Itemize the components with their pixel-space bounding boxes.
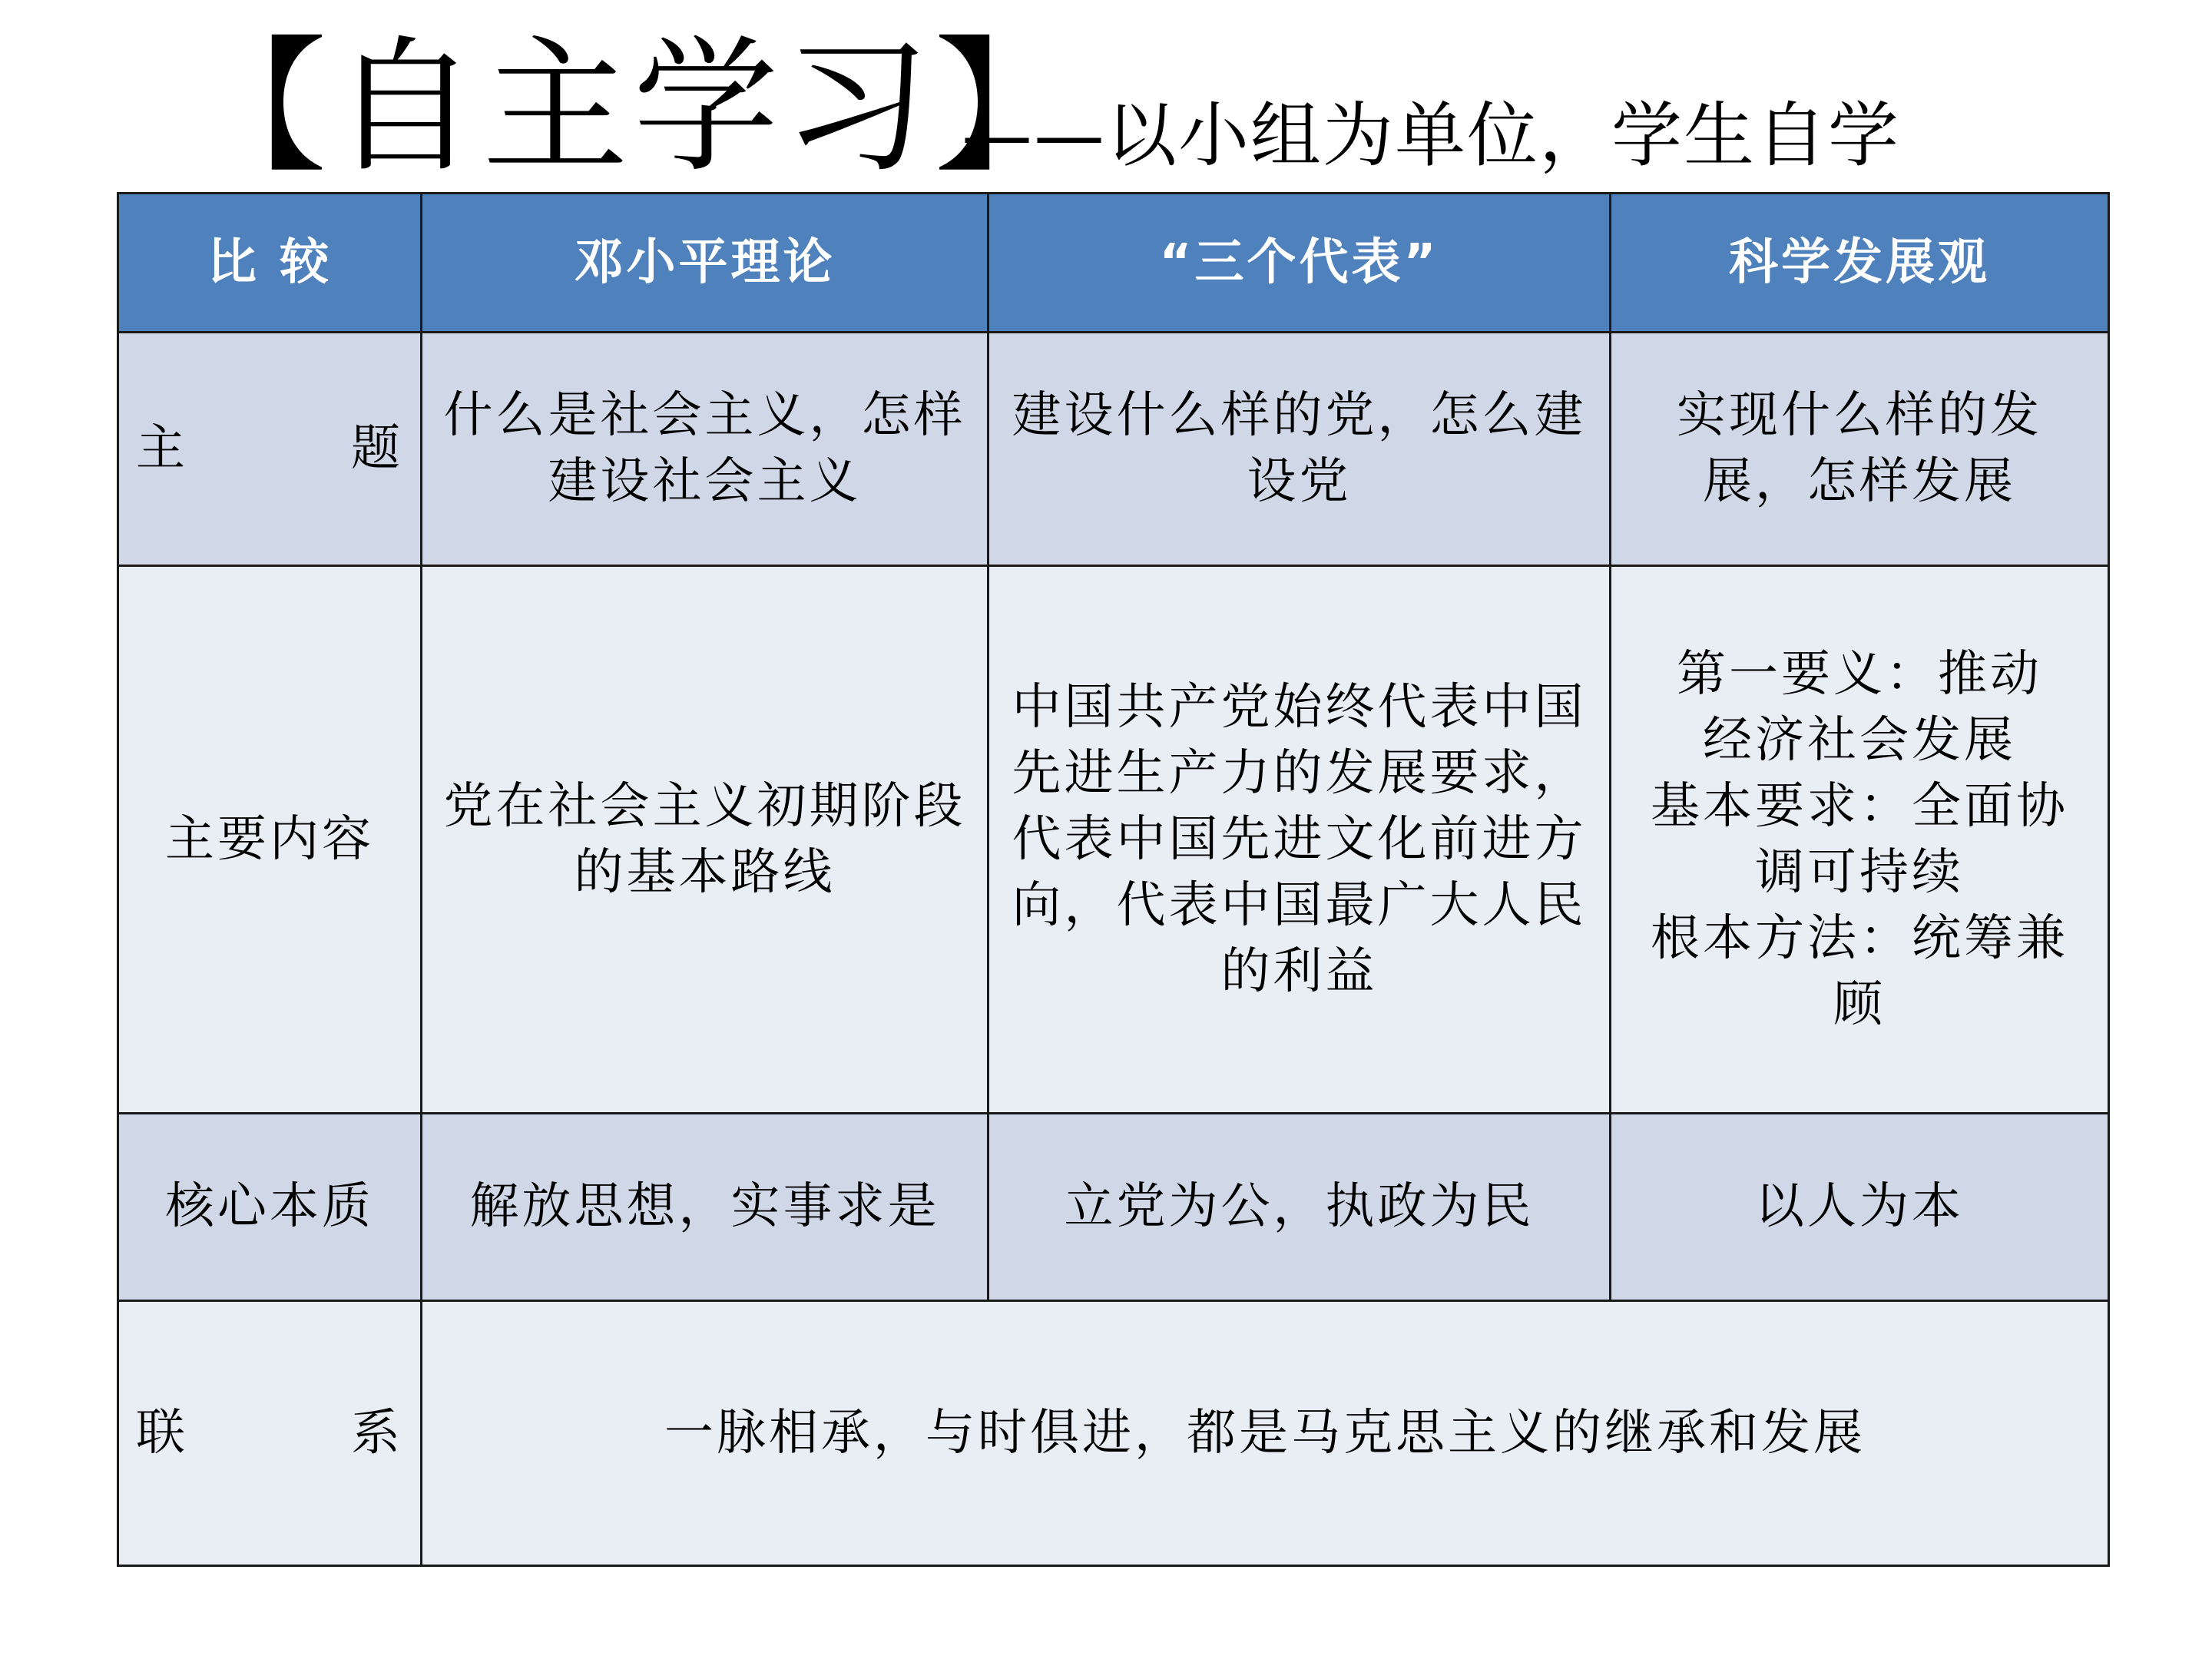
content-science-line: 基本要求：全面协 (1651, 777, 2068, 835)
content-science-line: 根本方法：统筹兼 (1651, 909, 2068, 967)
content-science-line: 顾 (1833, 975, 1886, 1033)
content-science-line: 调可持续 (1755, 843, 1964, 901)
header-compare: 比 较 (118, 194, 422, 333)
content-science-line: 经济社会发展 (1703, 711, 2016, 769)
row-label-link-b: 系 (351, 1404, 403, 1462)
row-label-topic (118, 333, 422, 565)
table-row-content (118, 565, 2109, 1114)
cell-topic-deng: 什么是社会主义，怎样建设社会主义 (422, 333, 988, 565)
table-row-link (118, 1300, 2109, 1565)
cell-topic-science: 实现什么样的发展，怎样发展 (1611, 333, 2109, 565)
cell-content-three: 中国共产党始终代表中国先进生产力的发展要求，代表中国先进文化前进方向，代表中国最广大人民的利益 (988, 565, 1611, 1114)
table-row-core (118, 1114, 2109, 1300)
row-label-link (118, 1300, 422, 1565)
row-label-topic-a: 主 (136, 420, 188, 478)
comparison-table (117, 192, 2110, 1567)
cell-content-science (1611, 565, 2109, 1114)
row-label-link-a: 联 (136, 1404, 188, 1462)
content-science-line: 第一要义：推动 (1677, 645, 2042, 703)
header-deng-theory: 邓小平理论 (422, 194, 988, 333)
row-label-content: 主要内容 (118, 565, 422, 1114)
cell-content-deng: 党在社会主义初期阶段的基本路线 (422, 565, 988, 1114)
cell-core-three: 立党为公，执政为民 (988, 1114, 1611, 1300)
cell-link-merged: 一脉相承，与时俱进，都是马克思主义的继承和发展 (422, 1300, 2109, 1565)
table-header-row (118, 194, 2109, 333)
cell-topic-three: 建设什么样的党，怎么建设党 (988, 333, 1611, 565)
header-three-represents: “三个代表” (988, 194, 1611, 333)
cell-core-science: 以人为本 (1611, 1114, 2109, 1300)
row-label-topic-b: 题 (351, 420, 403, 478)
title-subtitle: ——以小组为单位，学生自学 (962, 94, 1901, 177)
table-row-topic (118, 333, 2109, 565)
row-label-core: 核心本质 (118, 1114, 422, 1300)
cell-core-deng: 解放思想，实事求是 (422, 1114, 988, 1300)
title-main: 【自主学习】 (181, 22, 1085, 192)
header-scientific-outlook: 科学发展观 (1611, 194, 2109, 333)
